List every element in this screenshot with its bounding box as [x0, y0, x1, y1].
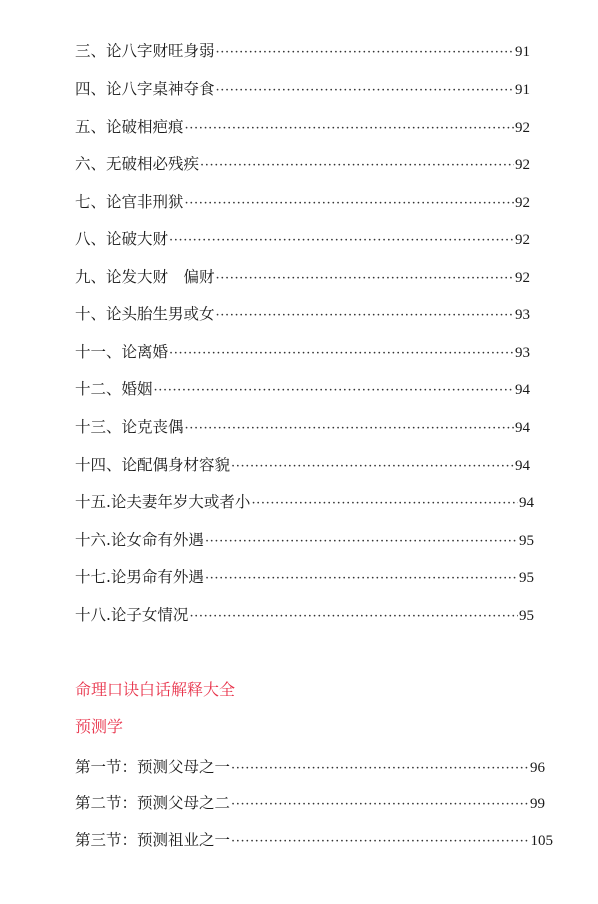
toc-entry-page: 95 [519, 608, 534, 624]
toc-entry[interactable] [75, 378, 530, 400]
toc-entry-title: 三、论八字财旺身弱 [75, 42, 215, 60]
toc-entry-page: 92 [515, 270, 530, 286]
dot-leader [216, 268, 514, 290]
toc-entry-page: 95 [519, 533, 534, 549]
dot-leader [185, 118, 514, 140]
toc-entry[interactable] [75, 604, 534, 626]
toc-entry-page: 94 [519, 495, 534, 511]
dot-leader [231, 758, 529, 780]
toc-entry[interactable] [75, 566, 534, 588]
toc-entry-page: 95 [519, 570, 534, 586]
toc-entry-title: 第一节：预测父母之一 [75, 758, 231, 776]
toc-entry-page: 93 [515, 307, 530, 323]
toc-entry[interactable] [75, 491, 534, 513]
dot-leader [216, 80, 514, 102]
toc-entry-title: 八、论破大财 [75, 230, 169, 248]
toc-entry-title: 四、论八字桌神夺食 [75, 80, 215, 98]
dot-leader [169, 230, 514, 252]
toc-entry-title: 第三节：预测祖业之一 [75, 831, 231, 849]
toc-entry-page: 91 [515, 44, 530, 60]
toc-entry-title: 六、无破相必残疾 [75, 155, 200, 173]
dot-leader [251, 493, 518, 515]
toc-entry[interactable] [75, 116, 530, 138]
toc-entry-page: 91 [515, 82, 530, 98]
toc-entry[interactable] [75, 266, 530, 288]
dot-leader [189, 606, 518, 628]
toc-entry-page: 94 [515, 420, 530, 436]
toc-entry[interactable] [75, 529, 534, 551]
toc-entry-page: 92 [515, 195, 530, 211]
dot-leader [231, 456, 514, 478]
toc-entry-title: 十三、论克丧偶 [75, 418, 184, 436]
toc-entry[interactable] [75, 756, 545, 778]
toc-entry-title: 十一、论离婚 [75, 343, 169, 361]
toc-entry[interactable] [75, 792, 545, 814]
toc-entry-page: 92 [515, 120, 530, 136]
toc-entry-title: 十二、婚姻 [75, 380, 153, 398]
dot-leader [216, 305, 514, 327]
toc-entry[interactable] [75, 454, 530, 476]
toc-entry[interactable] [75, 416, 530, 438]
dot-leader [205, 568, 518, 590]
toc-entry-title: 十五.论夫妻年岁大或者小 [75, 493, 251, 511]
toc-entry[interactable] [75, 78, 530, 100]
toc-entry-page: 93 [515, 345, 530, 361]
dot-leader [200, 155, 514, 177]
toc-entry-page: 99 [530, 796, 545, 812]
toc-entry[interactable] [75, 341, 530, 363]
toc-entry[interactable] [75, 153, 530, 175]
toc-entry-title: 第二节：预测父母之二 [75, 794, 231, 812]
toc-entry[interactable] [75, 191, 530, 213]
toc-entry[interactable] [75, 829, 553, 851]
toc-entry-title: 五、论破相疤痕 [75, 118, 184, 136]
dot-leader [231, 831, 529, 853]
toc-entry-title: 十六.论女命有外遇 [75, 531, 204, 549]
dot-leader [185, 193, 514, 215]
toc-entry-page: 94 [515, 458, 530, 474]
toc-entry-title: 十四、论配偶身材容貌 [75, 456, 231, 474]
dot-leader [205, 531, 518, 553]
section-heading: 命理口诀白话解释大全 [75, 680, 236, 699]
dot-leader [231, 794, 529, 816]
toc-entry-page: 92 [515, 157, 530, 173]
toc-entry-page: 92 [515, 232, 530, 248]
toc-entry-page: 105 [530, 833, 553, 849]
toc-entry-page: 96 [530, 760, 545, 776]
toc-entry-title: 十、论头胎生男或女 [75, 305, 215, 323]
toc-entry[interactable] [75, 228, 530, 250]
dot-leader [154, 380, 514, 402]
toc-entry-title: 十七.论男命有外遇 [75, 568, 204, 586]
dot-leader [169, 343, 514, 365]
dot-leader [216, 42, 514, 64]
toc-entry-title: 十八.论子女情况 [75, 606, 189, 624]
toc-entry-title: 七、论官非刑狱 [75, 193, 184, 211]
toc-entry[interactable] [75, 40, 530, 62]
dot-leader [185, 418, 514, 440]
section-subheading: 预测学 [75, 717, 124, 736]
toc-entry[interactable] [75, 303, 530, 325]
toc-entry-page: 94 [515, 382, 530, 398]
toc-entry-title: 九、论发大财 偏财 [75, 268, 215, 286]
